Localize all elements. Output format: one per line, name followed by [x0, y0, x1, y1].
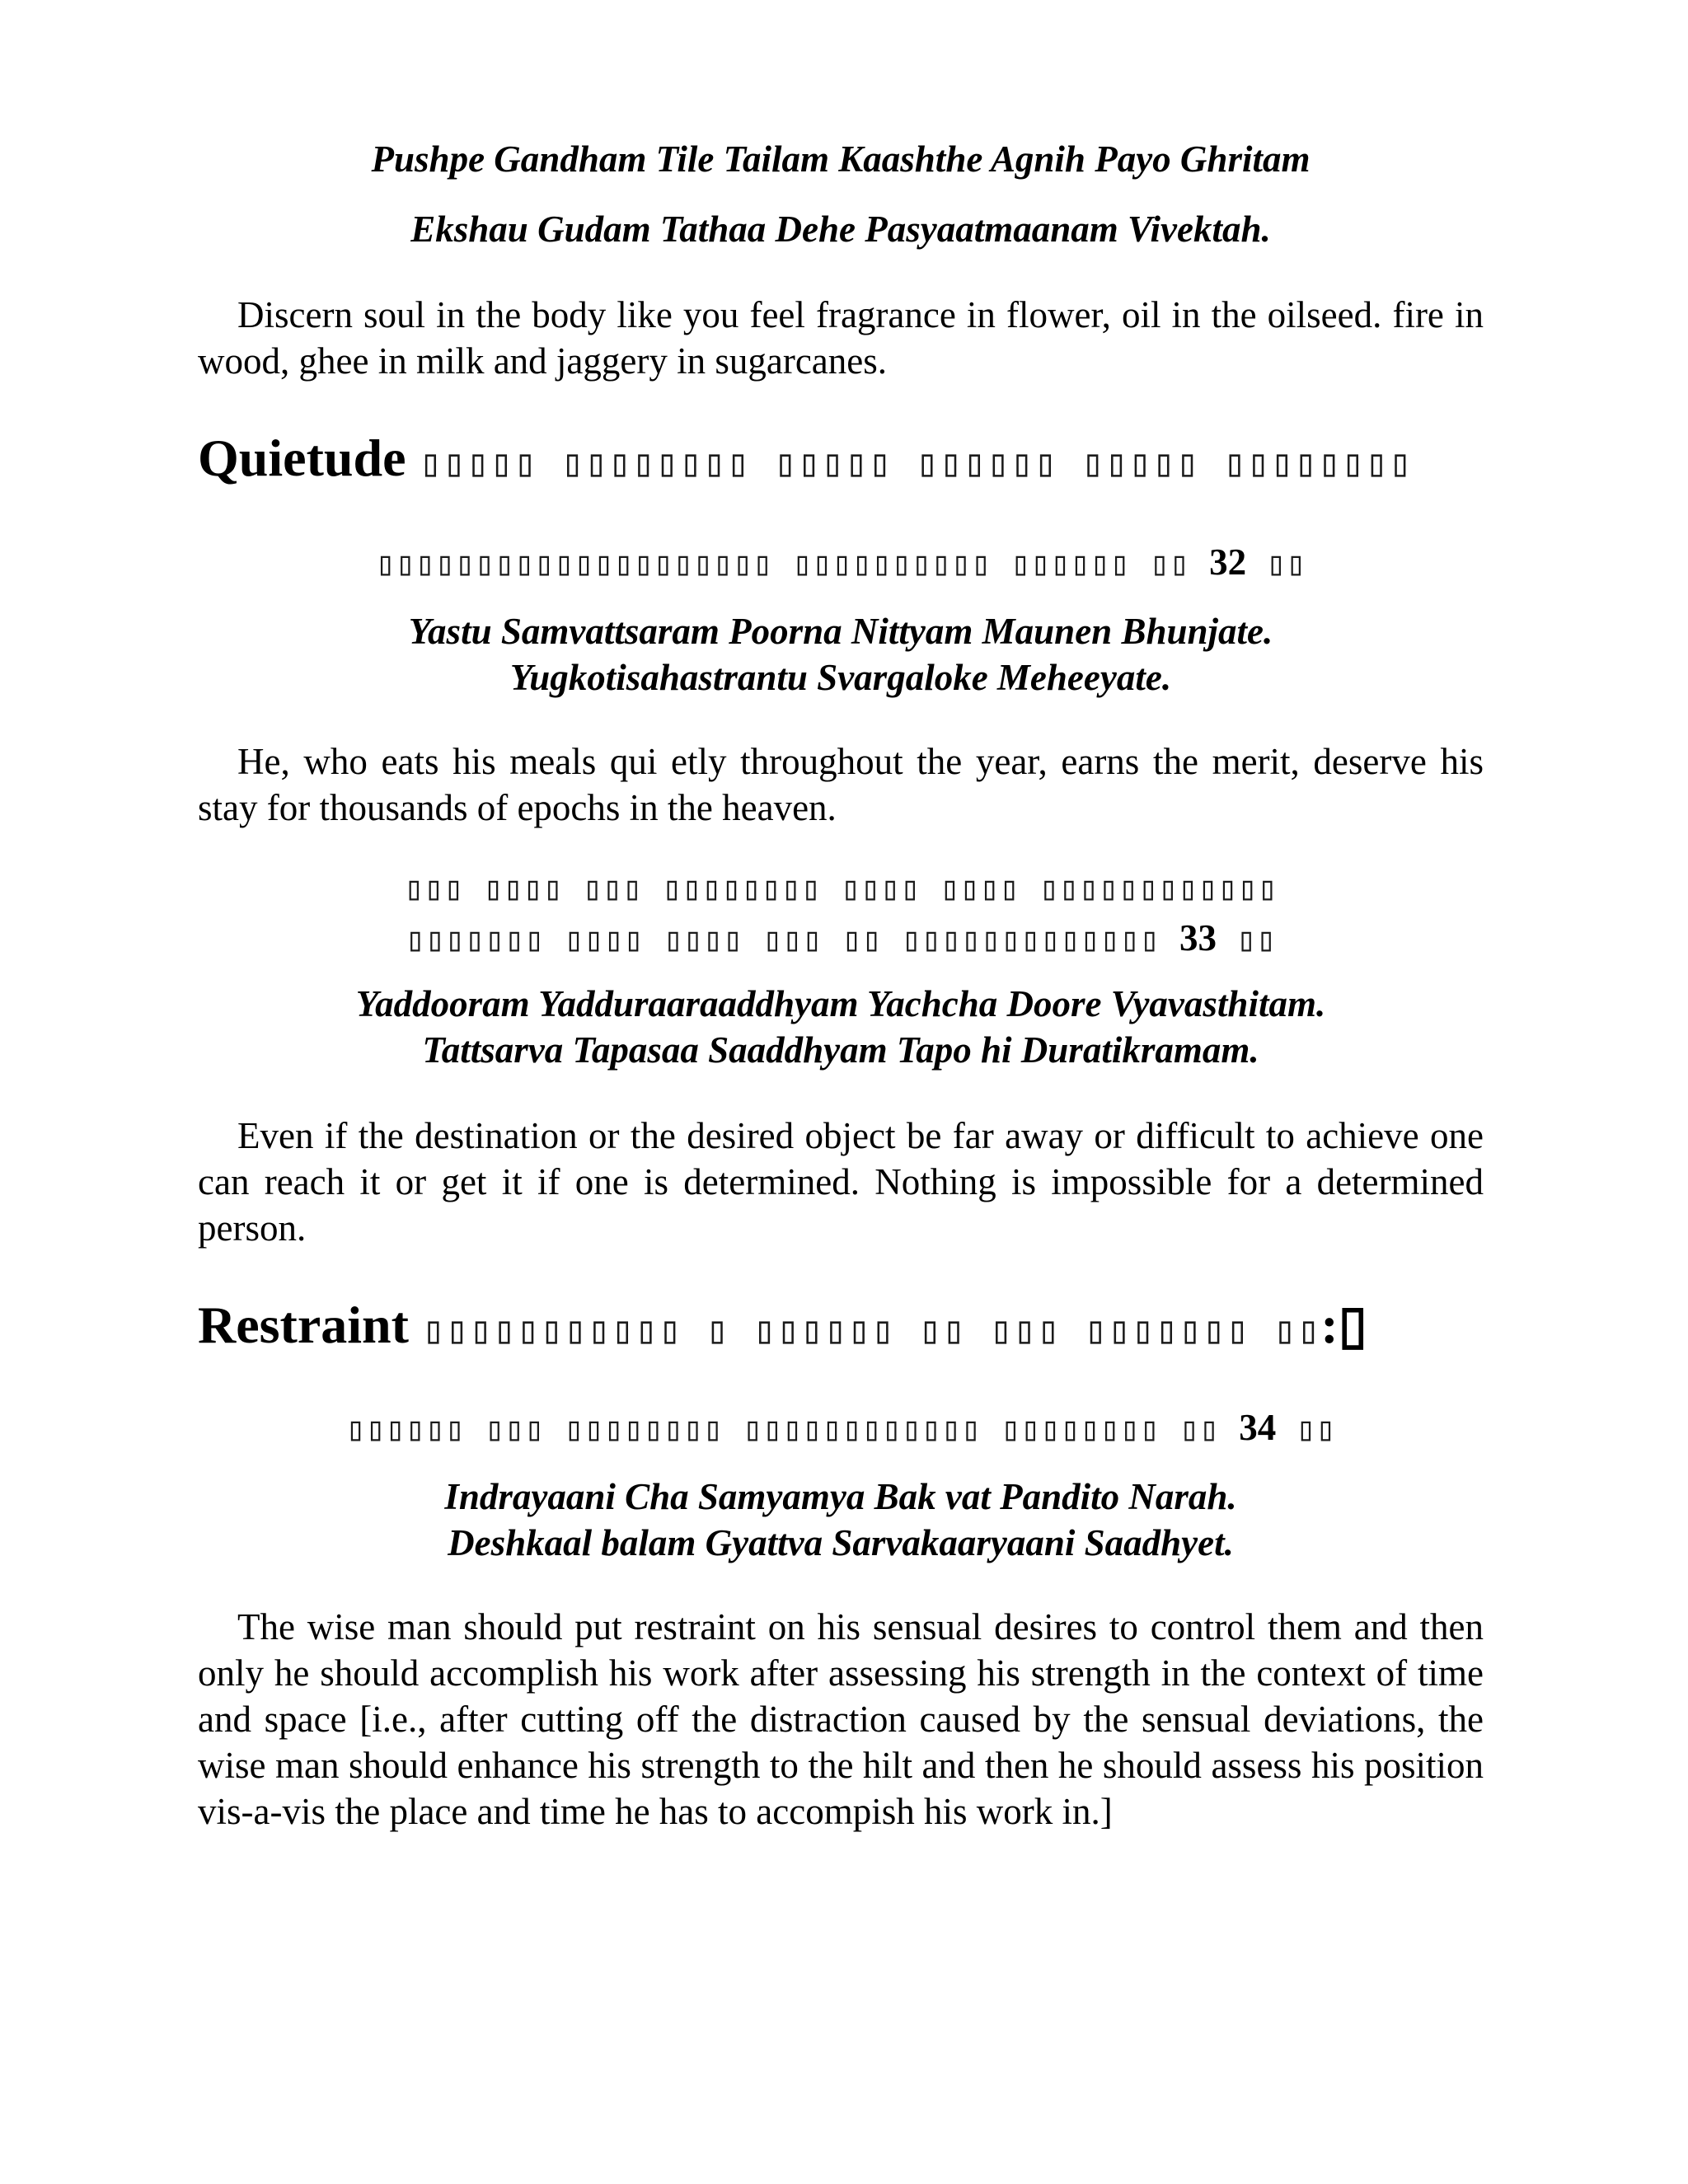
heading-quietude	[198, 427, 1484, 494]
paragraph-33: Even if the destination or the desired object be far away or difficult to achieve one can reach it or get it if one is determined. Nothing is impossible for a determined person.	[198, 1115, 1484, 1249]
translit-34-line-1: Indrayaani Cha Samyamya Bak vat Pandito Narah.	[444, 1476, 1237, 1517]
verse-32-number: 32	[1209, 541, 1247, 583]
verse-33-glyphs-line-1: ▯▯▯ ▯▯▯▯ ▯▯▯ ▯▯▯▯▯▯▯▯ ▯▯▯▯ ▯▯▯▯ ▯▯▯▯▯▯▯▯▯▯▯▯	[404, 869, 1278, 907]
verse-34-glyphs: ▯▯▯▯▯▯ ▯▯▯ ▯▯▯▯▯▯▯▯ ▯▯▯▯▯▯▯▯▯▯▯▯ ▯▯▯▯▯▯▯▯ ▯▯	[345, 1410, 1220, 1448]
verse-33-glyphs-line-2: ▯▯▯▯▯▯▯ ▯▯▯▯ ▯▯▯▯ ▯▯▯ ▯▯ ▯▯▯▯▯▯▯▯▯▯▯▯▯	[405, 921, 1160, 958]
verse-32-sanskrit	[198, 537, 1484, 588]
cutoff-translit-line	[198, 138, 1484, 200]
heading-quietude-word: Quietude	[198, 429, 406, 487]
verse-34-number: 34	[1239, 1407, 1277, 1448]
transliteration-34	[198, 1474, 1484, 1566]
cutoff-line-text: Pushpe Gandham Tile Tailam Kaashthe Agnih Payo Ghritam	[371, 138, 1311, 180]
translit-34-line-2: Deshkaal balam Gyattva Sarvakaaryaani Saadhyet.	[448, 1522, 1234, 1563]
paragraph-32: He, who eats his meals qui etly throughout the year, earns the merit, deserve his stay for thousands of epochs in the heaven.	[198, 741, 1484, 828]
verse-34-sanskrit	[198, 1403, 1484, 1454]
heading-restraint-glyphs: ▯▯▯▯▯▯▯▯▯▯▯ ▯ ▯▯▯▯▯▯ ▯▯ ▯▯▯ ▯▯▯▯▯▯▯ ▯▯	[421, 1307, 1321, 1352]
translit-31-line-2: Ekshau Gudam Tathaa Dehe Pasyaatmaanam Vivektah.	[410, 209, 1271, 250]
translit-32-line-1: Yastu Samvattsaram Poorna Nittyam Maunen Bhunjate.	[408, 611, 1273, 652]
transliteration-31	[198, 206, 1484, 252]
heading-quietude-glyphs: ▯▯▯▯▯ ▯▯▯▯▯▯▯▯ ▯▯▯▯▯ ▯▯▯▯▯▯ ▯▯▯▯▯ ▯▯▯▯▯▯▯▯	[419, 440, 1413, 485]
translit-33-line-2: Tattsarva Tapasaa Saaddhyam Tapo hi Duratikramam.	[422, 1029, 1259, 1071]
heading-restraint-tail: :▯	[1320, 1296, 1367, 1354]
transliteration-32	[198, 608, 1484, 701]
heading-restraint-word: Restraint	[198, 1296, 409, 1354]
paragraph-31: Discern soul in the body like you feel fragrance in flower, oil in the oilseed. fire in wood, ghee in milk and jaggery in sugarcanes.	[198, 294, 1484, 382]
document-page	[198, 0, 1484, 2184]
translit-32-line-2: Yugkotisahastrantu Svargaloke Meheeyate.	[509, 657, 1172, 698]
verse-32-close: ▯▯	[1266, 545, 1306, 583]
verse-33-sanskrit	[198, 864, 1484, 964]
verse-32-glyphs: ▯▯▯▯▯▯▯▯▯▯▯▯▯▯▯▯▯▯▯▯ ▯▯▯▯▯▯▯▯▯▯ ▯▯▯▯▯▯ ▯▯	[375, 545, 1189, 583]
verse-33-close: ▯▯	[1236, 921, 1277, 958]
transliteration-33	[198, 981, 1484, 1073]
paragraph-34: The wise man should put restraint on his sensual desires to control them and then only he should accomplish his work after assessing his strength in the context of time and space [i.e., after cutting off the distraction caused by the sensual deviations, the wise man should enhance his strength to the hilt and then he should assess his position vis-a-vis the place and time he has to accompish his work in.]	[198, 1606, 1484, 1832]
verse-33-number: 33	[1179, 917, 1217, 958]
heading-restraint	[198, 1294, 1484, 1361]
translit-33-line-1: Yaddooram Yadduraaraaddhyam Yachcha Doore Vyavasthitam.	[355, 983, 1326, 1024]
verse-34-close: ▯▯	[1296, 1410, 1336, 1448]
